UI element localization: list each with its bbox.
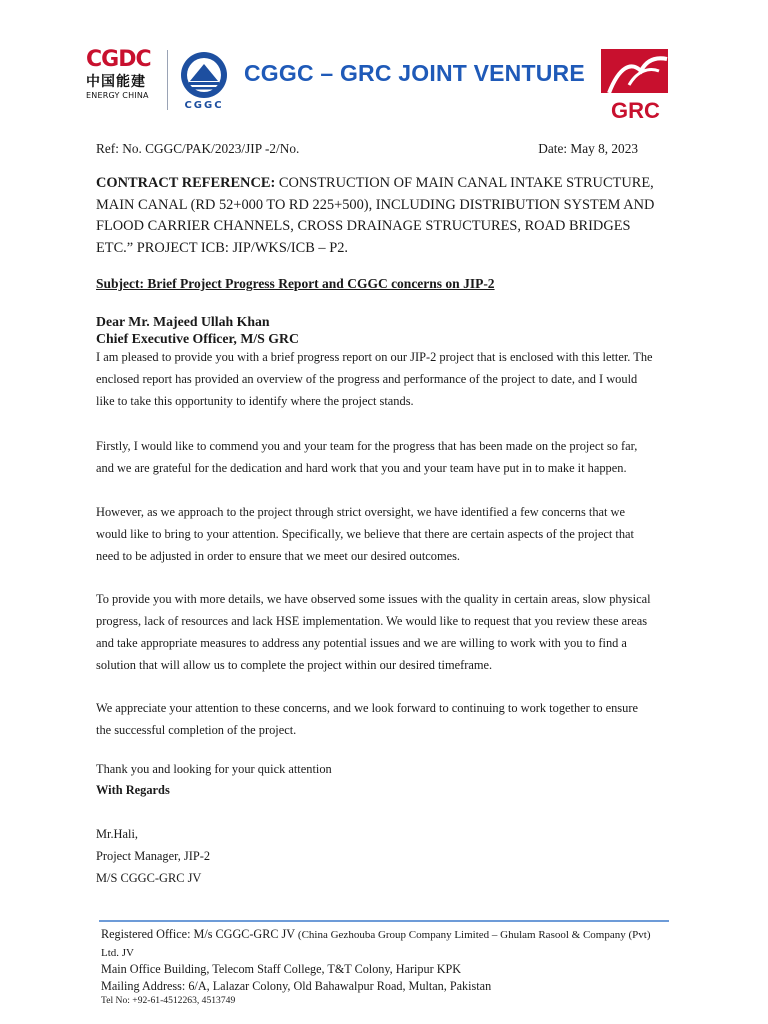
reference-number: Ref: No. CGGC/PAK/2023/JIP -2/No. bbox=[96, 141, 300, 156]
energy-china-logo bbox=[86, 49, 162, 109]
contract-reference bbox=[96, 173, 656, 259]
subject-line: Subject: Brief Project Progress Report and CGGC concerns on JIP-2 bbox=[96, 276, 495, 291]
closing-thanks: Thank you and looking for your quick attention bbox=[96, 762, 332, 776]
grc-logo-word: GRC bbox=[611, 98, 660, 121]
signatory-title: Project Manager, JIP-2 bbox=[96, 849, 211, 863]
signature-block bbox=[96, 823, 210, 889]
contract-reference-text: CONSTRUCTION OF MAIN CANAL INTAKE STRUCTURE, MAIN CANAL (RD 52+000 TO RD 225+500), INCLUDING DISTRIBUTION SYSTEM AND FLOOD CARRIER CHANNELS, CROSS DRAINAGE STRUCTURES, ROAD BRIDGES ETC.” PROJECT ICB: JIP/WKS/ICB – P2. bbox=[96, 175, 655, 256]
footer-registered-detail: (China Gezhouba Group Company Limited – Ghulam Rasool & Company (Pvt) Ltd. JV bbox=[101, 929, 651, 959]
grc-logo bbox=[601, 49, 668, 121]
body-paragraph-2: Firstly, I would like to commend you and your team for the progress that has been made on the project so far, and we are grateful for the dedication and hard work that you and your team have put in to make it happen. bbox=[96, 439, 638, 475]
energy-china-chinese-name: 中国能建 bbox=[86, 74, 146, 90]
signatory-company: M/S CGGC-GRC JV bbox=[96, 871, 202, 885]
footer-registered-office bbox=[101, 926, 661, 961]
footer bbox=[101, 926, 661, 1007]
contract-reference-label: CONTRACT REFERENCE: bbox=[96, 175, 276, 191]
footer-registered-label: Registered Office: M/s CGGC-GRC JV bbox=[101, 927, 298, 941]
energy-china-english-name: ENERGY CHINA bbox=[86, 91, 149, 100]
energy-china-mark: CGDC bbox=[86, 47, 151, 72]
addressee-position: Chief Executive Officer, M/S GRC bbox=[96, 331, 299, 346]
addressee-block bbox=[96, 313, 299, 347]
salutation: Dear Mr. Majeed Ullah Khan bbox=[96, 314, 270, 329]
letterhead bbox=[0, 0, 768, 130]
cggc-logo bbox=[176, 50, 232, 112]
closing-regards: With Regards bbox=[96, 783, 170, 797]
reference-line bbox=[96, 140, 638, 158]
body-paragraph-5: We appreciate your attention to these concerns, and we look forward to continuing to work together to ensure the successful completion of the project. bbox=[96, 701, 638, 737]
jv-title: CGGC – GRC JOINT VENTURE bbox=[244, 60, 585, 86]
footer-main-office: Main Office Building, Telecom Staff College, T&T Colony, Haripur KPK bbox=[101, 962, 462, 976]
body-paragraph-1: I am pleased to provide you with a brief progress report on our JIP-2 project that is enclosed with this letter. The enclosed report has provided an overview of the progress and performance of the project to date, and I would like to take this opportunity to identify where the project stands. bbox=[96, 350, 653, 408]
footer-divider bbox=[99, 920, 669, 922]
body-paragraph-3: However, as we approach to the project through strict oversight, we have identified a few concerns that we would like to bring to your attention. Specifically, we believe that there are certain aspects of the project that need to be adjusted in order to ensure that we meet our desired outcomes. bbox=[96, 505, 634, 563]
footer-mailing-address: Mailing Address: 6/A, Lalazar Colony, Old Bahawalpur Road, Multan, Pakistan bbox=[101, 978, 492, 993]
cggc-logo-word: CGGC bbox=[184, 100, 224, 111]
logo-divider bbox=[167, 50, 168, 110]
body-paragraph-4: To provide you with more details, we have observed some issues with the quality in certain areas, slow physical progress, lack of resources and lack HSE implementation. We would like to request that you review these areas and take appropriate measures to address any potential issues and we are willing to work with you to find a solution that will allow us to complete the project within our desired timeframe. bbox=[96, 592, 651, 672]
cggc-emblem-icon bbox=[176, 50, 232, 100]
footer-telephone: Tel No: +92-61-4512263, 4513749 bbox=[101, 995, 236, 1006]
letter-date: Date: May 8, 2023 bbox=[538, 141, 638, 156]
signatory-name: Mr.Hali, bbox=[96, 827, 138, 841]
